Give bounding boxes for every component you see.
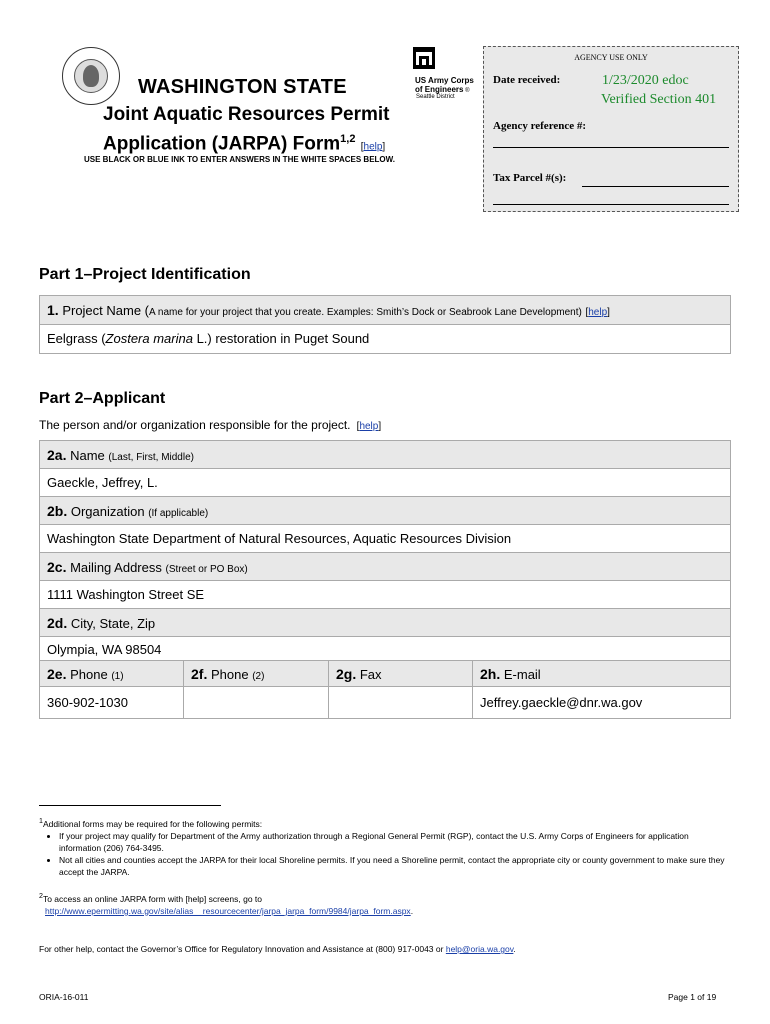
footnote-1-bullet-2: • Not all cities and counties accept the JARPA for their local Shoreline permits. If you need a Shoreline permit, contact the appropriate city or county government to make sure they accept the JARPA. xyxy=(59,854,729,878)
agency-reference-line[interactable] xyxy=(493,147,729,148)
phone1-label: 2e. Phone (1) xyxy=(40,661,184,686)
city-state-zip-field[interactable]: Olympia, WA 98504 xyxy=(40,637,730,661)
phone2-label: 2f. Phone (2) xyxy=(184,661,329,686)
footnote-2: $^2$To access an online JARPA form with [help] screens, go to http://www.epermitting.wa.gov/site/alias__resourcecenter/jarpa_jarpa_form/9984/jarpa_form.aspx. xyxy=(39,892,414,916)
part1-table xyxy=(39,295,731,354)
contact-value-row xyxy=(40,687,730,718)
washington-state-seal xyxy=(62,47,120,105)
part2-table xyxy=(39,440,731,719)
organization-label-row: 2b. Organization (If applicable) xyxy=(40,497,730,525)
mailing-address-label-row: 2c. Mailing Address (Street or PO Box) xyxy=(40,553,730,581)
footnote-1: $^1$Additional forms may be required for the following permits: • If your project may qualify for Department of the Army authorization through a Regional General Permit (RGP), contact the U.S. Army Corps of Engineers for application information (206) 764-3495. • Not all cities and counties accept the JARPA for their local Shoreline permits. If you need a Shoreline permit, contact the appropriate city or county government to make sure they accept the JARPA. xyxy=(39,815,729,878)
date-received-label: Date received: xyxy=(493,74,561,86)
tax-parcel-line-2[interactable] xyxy=(493,204,729,205)
phone1-field[interactable]: 360-902-1030 xyxy=(40,687,184,718)
date-received-value: 1/23/2020 edoc xyxy=(602,73,689,88)
phone2-field[interactable] xyxy=(184,687,329,718)
usace-castle-icon xyxy=(413,47,435,69)
project-name-help-link[interactable]: help xyxy=(588,307,608,318)
part2-description: The person and/or organization responsible for the project. [help] xyxy=(39,418,382,432)
contact-label-row xyxy=(40,661,730,687)
usace-district: Seattle District xyxy=(416,94,455,100)
city-state-zip-label-row: 2d. City, State, Zip xyxy=(40,609,730,637)
name-label-row: 2a. Name (Last, First, Middle) xyxy=(40,441,730,469)
footnote-divider xyxy=(39,805,221,806)
tax-parcel-label: Tax Parcel #(s): xyxy=(493,172,567,184)
footnote-1-bullet-1: • If your project may qualify for Department of the Army authorization through a Regional General Permit (RGP), contact the U.S. Army Corps of Engineers for application information (206) 764-3495. xyxy=(59,830,729,854)
part2-heading: Part 2–Applicant xyxy=(39,390,166,407)
organization-field[interactable]: Washington State Department of Natural Resources, Aquatic Resources Division xyxy=(40,525,730,553)
jarpa-online-form-link[interactable]: http://www.epermitting.wa.gov/site/alias__resourcecenter/jarpa_jarpa_form/9984/jarpa_form.aspx xyxy=(45,905,411,916)
oria-email-link[interactable]: help@oria.wa.gov xyxy=(445,944,514,954)
agency-use-title: AGENCY USE ONLY xyxy=(574,53,648,62)
state-title: WASHINGTON STATE xyxy=(138,76,347,98)
part1-heading: Part 1–Project Identification xyxy=(39,266,251,283)
page-number: Page 1 of 19 xyxy=(668,992,717,1002)
help-link[interactable]: help xyxy=(363,141,383,153)
applicant-help-link[interactable]: help xyxy=(359,421,379,432)
other-help-text: For other help, contact the Governor’s Office for Regulatory Innovation and Assistance at (800) 917-0043 or help@oria.wa.gov. xyxy=(39,944,516,954)
washington-portrait-icon xyxy=(83,65,99,87)
usace-logo-text: US Army Corps of Engineers ® xyxy=(415,76,474,94)
agency-use-box xyxy=(483,46,739,212)
fax-label: 2g. Fax xyxy=(329,661,473,686)
form-title: Joint Aquatic Resources Permit Application (JARPA) Form$^{1,2}$ [help] xyxy=(103,104,390,155)
tax-parcel-line-1[interactable] xyxy=(582,186,729,187)
name-field[interactable]: Gaeckle, Jeffrey, L. xyxy=(40,469,730,497)
email-label: 2h. E-mail xyxy=(480,666,541,682)
agency-reference-label: Agency reference #: xyxy=(493,120,587,132)
ink-instruction: USE BLACK OR BLUE INK TO ENTER ANSWERS IN THE WHITE SPACES BELOW. xyxy=(84,155,395,164)
project-name-field[interactable]: Eelgrass (Zostera marina L.) restoration in Puget Sound xyxy=(47,331,370,346)
form-id: ORIA-16-011 xyxy=(39,992,89,1002)
email-field[interactable]: Jeffrey.gaeckle@dnr.wa.gov xyxy=(480,695,643,710)
project-name-label-row: 1. Project Name (A name for your project that you create. Examples: Smith’s Dock or Seabrook Lane Development) [help] xyxy=(40,296,730,325)
verified-stamp: Verified Section 401 xyxy=(601,92,717,107)
fax-field[interactable] xyxy=(329,687,473,718)
mailing-address-field[interactable]: 1111 Washington Street SE xyxy=(40,581,730,609)
